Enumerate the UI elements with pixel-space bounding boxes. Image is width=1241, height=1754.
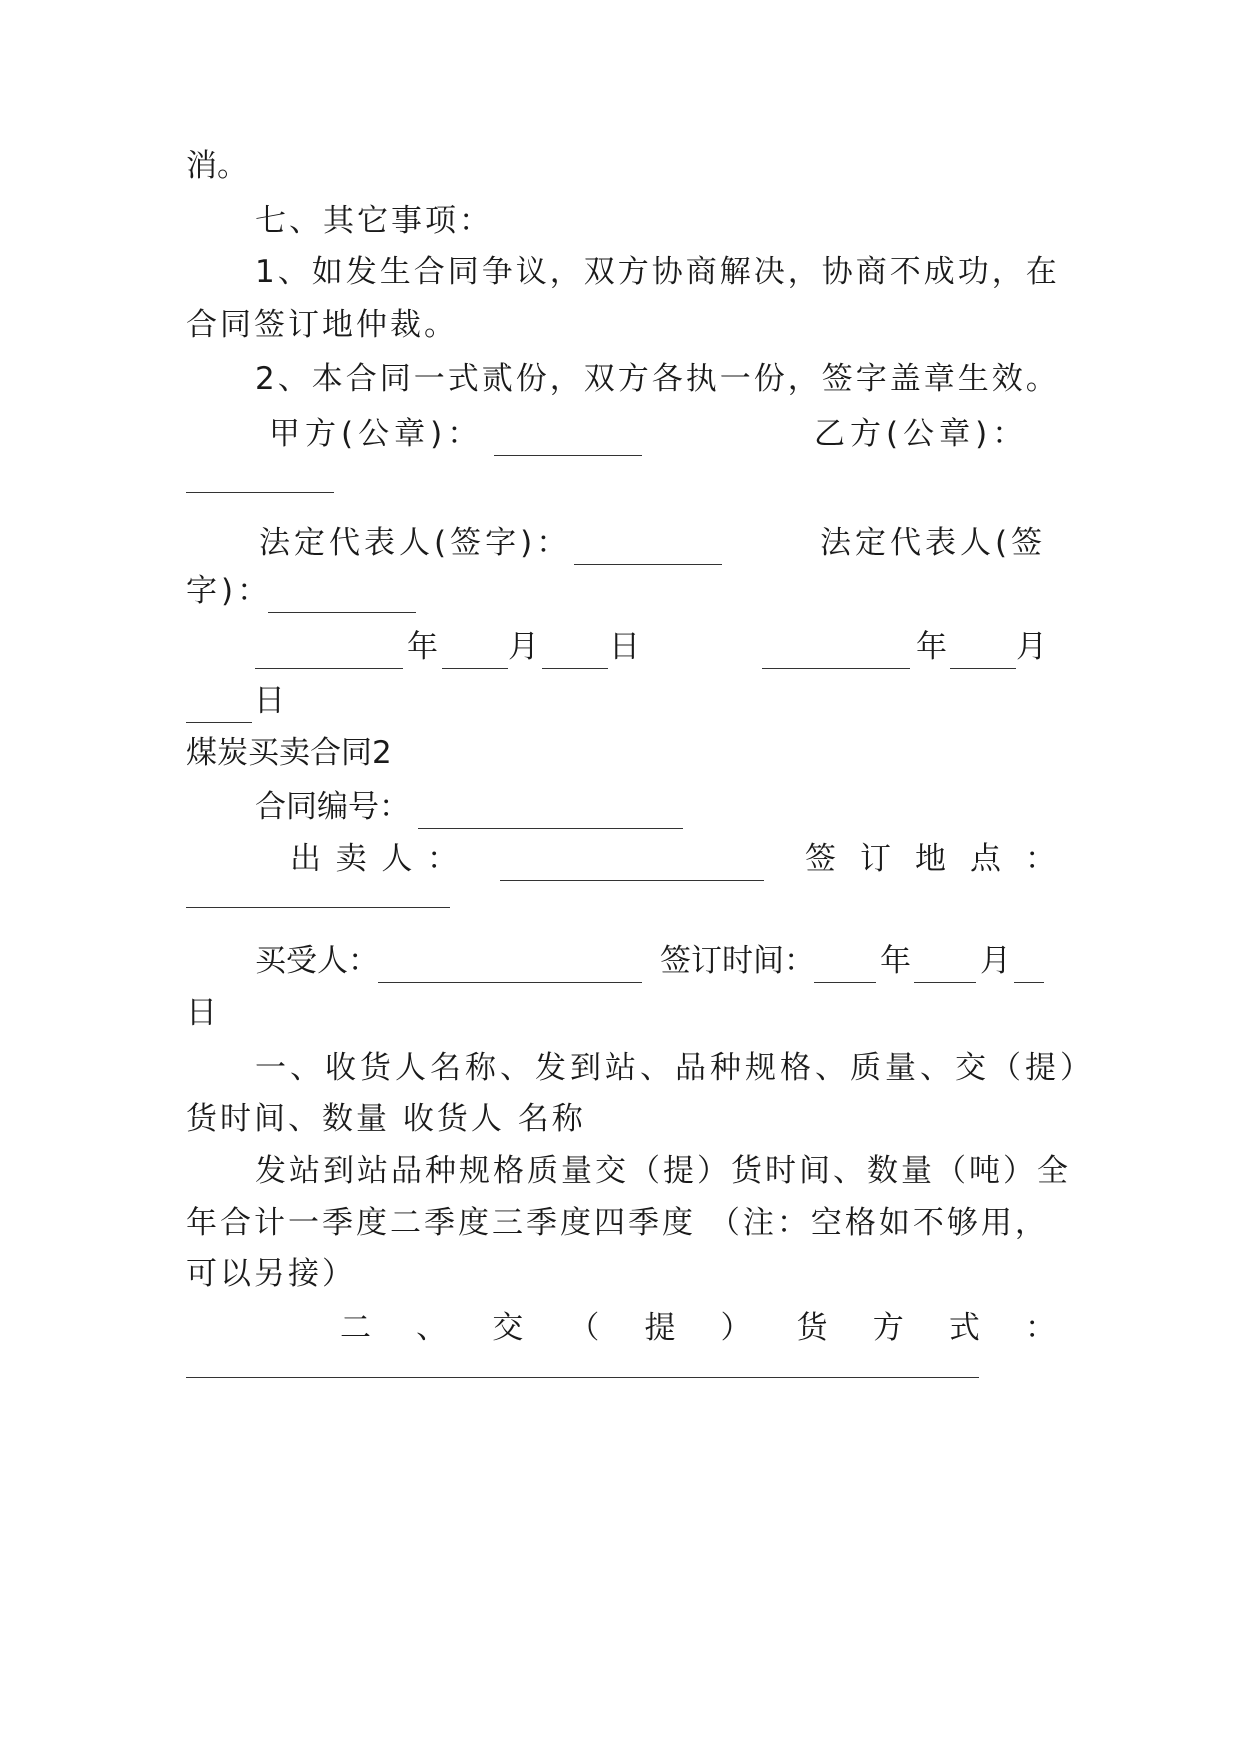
text-line: 可以另接） bbox=[186, 1256, 356, 1292]
month-blank bbox=[950, 644, 1016, 669]
party-b-seal-blank bbox=[186, 492, 334, 493]
day-blank bbox=[186, 698, 252, 723]
month-label: 月 bbox=[508, 629, 539, 665]
seller-line bbox=[186, 834, 1056, 884]
contract-number-blank bbox=[418, 804, 683, 829]
day-blank bbox=[542, 644, 608, 669]
date-line bbox=[186, 622, 1056, 672]
month-label: 月 bbox=[980, 943, 1011, 979]
rep-a-blank bbox=[574, 540, 722, 565]
text-line: 1、如发生合同争议，双方协商解决，协商不成功，在 bbox=[255, 254, 1060, 290]
section-heading: 七、其它事项： bbox=[255, 203, 493, 239]
day-blank bbox=[1014, 958, 1044, 983]
sign-place-blank bbox=[186, 907, 450, 908]
text-line: 货时间、数量 收货人 名称 bbox=[186, 1101, 586, 1137]
delivery-method-label: 二 、 交 （ 提 ） 货 方 式 ： bbox=[340, 1310, 1056, 1346]
year-label: 年 bbox=[407, 629, 438, 665]
seller-blank bbox=[500, 856, 764, 881]
month-blank bbox=[914, 958, 976, 983]
year-label: 年 bbox=[880, 943, 911, 979]
sign-time-label: 签订时间： bbox=[660, 943, 815, 979]
rep-b-label: 法定代表人(签 bbox=[820, 525, 1047, 561]
section-title: 煤炭买卖合同2 bbox=[186, 735, 392, 771]
text-line: 2、本合同一式贰份，双方各执一份，签字盖章生效。 bbox=[255, 361, 1060, 397]
sign-place-label: 签 订 地 点 ： bbox=[805, 841, 1056, 877]
year-label: 年 bbox=[916, 629, 947, 665]
day-label: 日 bbox=[186, 995, 217, 1031]
party-b-seal-label: 乙方(公章)： bbox=[814, 416, 1029, 452]
month-label: 月 bbox=[1016, 629, 1047, 665]
contract-number-line bbox=[186, 782, 1056, 832]
delivery-method-line bbox=[186, 1303, 1056, 1353]
party-a-seal-label: 甲方(公章)： bbox=[269, 416, 484, 452]
buyer-line bbox=[186, 936, 1056, 986]
delivery-method-blank bbox=[186, 1377, 979, 1378]
party-seal-line bbox=[186, 409, 1056, 459]
representative-line-cont bbox=[186, 566, 1056, 616]
contract-number-label: 合同编号： bbox=[255, 789, 410, 825]
rep-b-label-cont: 字)： bbox=[186, 573, 273, 609]
text-line: 发站到站品种规格质量交（提）货时间、数量（吨）全 bbox=[255, 1153, 1071, 1189]
party-a-seal-blank bbox=[494, 431, 642, 456]
year-blank bbox=[762, 644, 910, 669]
date-line-cont bbox=[186, 676, 1056, 726]
day-label: 日 bbox=[254, 683, 285, 719]
day-label: 日 bbox=[609, 629, 640, 665]
month-blank bbox=[442, 644, 508, 669]
year-blank bbox=[255, 644, 403, 669]
buyer-label: 买受人： bbox=[255, 943, 379, 979]
text-line: 合同签订地仲裁。 bbox=[186, 307, 458, 343]
text-line: 年合计一季度二季度三季度四季度 （注：空格如不够用， bbox=[186, 1205, 1049, 1241]
rep-b-blank bbox=[268, 588, 416, 613]
year-blank bbox=[814, 958, 876, 983]
rep-a-label: 法定代表人(签字)： bbox=[259, 525, 572, 561]
seller-label: 出 卖 人 ： bbox=[290, 841, 458, 877]
clause-heading: 一、收货人名称、发到站、品种规格、质量、交（提） bbox=[255, 1050, 1095, 1086]
text-line: 消。 bbox=[186, 148, 248, 184]
representative-line bbox=[186, 518, 1056, 568]
buyer-blank bbox=[378, 958, 642, 983]
